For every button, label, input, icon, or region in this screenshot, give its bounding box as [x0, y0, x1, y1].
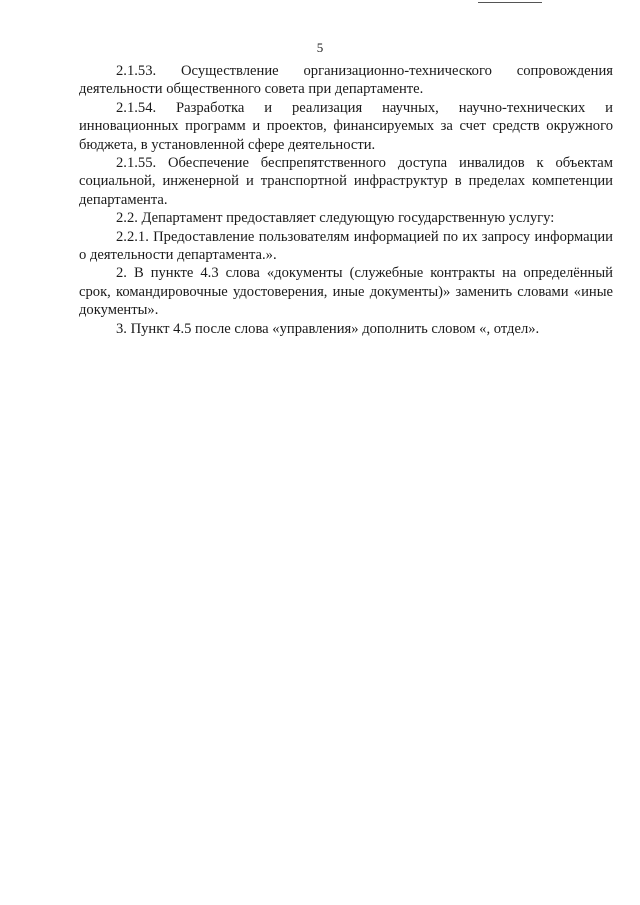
paragraph-item-3: 3. Пункт 4.5 после слова «управления» дополнить словом «, отдел». — [116, 320, 540, 337]
page-number: 5 — [316, 40, 324, 55]
paragraph-2-1-53: 2.1.53. Осуществление организационно-технического сопровождения деятельности общественного совета при департаменте. — [79, 63, 613, 98]
paragraph-2-1-55: 2.1.55. Обеспечение беспрепятственного доступа инвалидов к объектам социальной, инженерной и транспортной инфраструктур в пределах компетенции департамента. — [79, 155, 613, 208]
paragraph-2-2: 2.2. Департамент предоставляет следующую государственную услугу: — [116, 210, 555, 227]
paragraph-2-2-1: 2.2.1. Предоставление пользователям информацией по их запросу информации о деятельности департамента.». — [79, 228, 613, 264]
paragraph-2-1-54: 2.1.54. Разработка и реализация научных, научно-технических и инновационных программ и проектов, финансируемых за счет средств окружного бюджета, в установленной сфере деятельности. — [79, 99, 613, 153]
paragraph-item-2: 2. В пункте 4.3 слова «документы (служебные контракты на определённый срок, командировочные удостоверения, иные документы)» заменить словами «иные документы». — [79, 265, 613, 319]
document-body — [79, 62, 613, 338]
top-edge-rule — [478, 2, 542, 3]
